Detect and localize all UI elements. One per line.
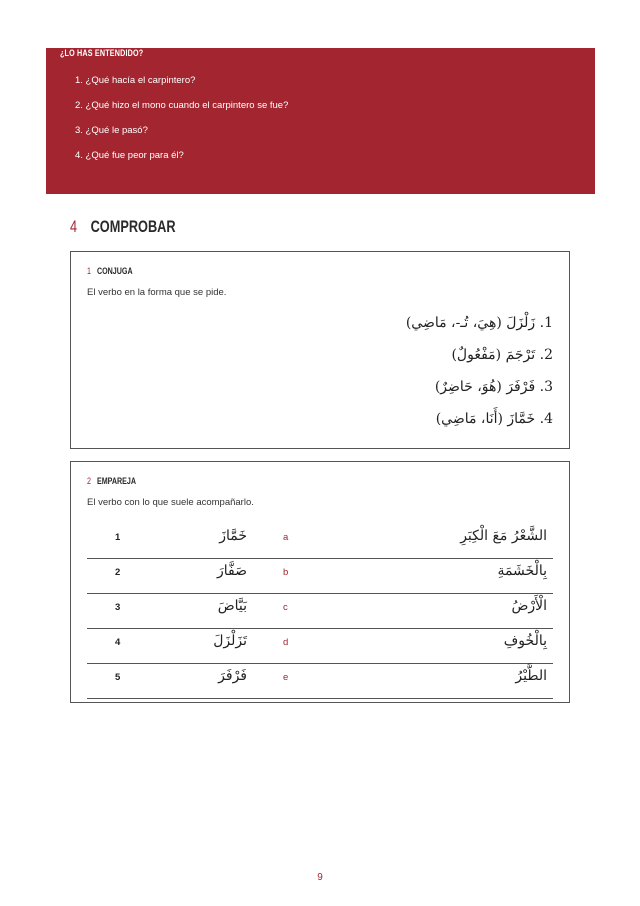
review-question-2: 2. ¿Qué hizo el mono cuando el carpintero se fue? (75, 100, 289, 111)
match-row-complement: الْأَرْضُ (511, 598, 547, 614)
conjuga-item-2: 2. تَرْجَمَ (مَفْعُولٌ) (451, 347, 553, 363)
empareja-heading (87, 476, 136, 487)
conjuga-title: CONJUGA (96, 266, 133, 277)
match-row-number: 1 (115, 532, 121, 543)
review-question-1: 1. ¿Qué hacía el carpintero? (75, 75, 196, 86)
empareja-number: 2 (87, 476, 91, 487)
review-question-3: 3. ¿Qué le pasó? (75, 125, 148, 136)
match-row-letter: c (283, 602, 288, 613)
match-row (87, 664, 553, 699)
conjuga-item-3: 3. فَرْفَرَ (هُوَ، حَاضِرٌ) (434, 379, 553, 395)
conjuga-exercise (70, 251, 570, 449)
page-number: 9 (317, 872, 323, 883)
match-row-complement: بِالْخُوفِ (503, 633, 547, 649)
match-row-letter: a (283, 532, 289, 543)
match-row-letter: e (283, 672, 289, 683)
match-row (87, 524, 553, 559)
match-row-number: 2 (115, 567, 121, 578)
match-row-verb: تَزَلْزَلَ (213, 633, 247, 649)
section-heading (70, 217, 176, 237)
match-table (87, 524, 553, 699)
match-row-verb: صَفَّارَ (217, 563, 247, 579)
section-number: 4 (70, 217, 78, 236)
review-panel (46, 48, 595, 194)
conjuga-number: 1 (87, 266, 91, 277)
match-row (87, 629, 553, 664)
conjuga-item-1: 1. زَلْزَلَ (هِيَ، تُـ-، مَاضِي) (405, 315, 553, 331)
match-row-complement: الشَّعْرُ مَعَ الْكِبَرِ (460, 528, 547, 544)
review-heading: ¿LO HAS ENTENDIDO? (60, 48, 144, 58)
match-row-letter: b (283, 567, 289, 578)
match-row (87, 559, 553, 594)
match-row-number: 5 (115, 672, 121, 683)
match-row-letter: d (283, 637, 289, 648)
empareja-title: EMPAREJA (96, 476, 137, 487)
match-row (87, 594, 553, 629)
empareja-exercise (70, 461, 570, 703)
match-row-verb: بَيَّاضَ (217, 598, 247, 614)
match-row-verb: خَمَّازَ (219, 528, 247, 544)
conjuga-instruction: El verbo en la forma que se pide. (87, 287, 227, 298)
conjuga-heading (87, 266, 133, 277)
section-title: COMPROBAR (90, 217, 176, 236)
empareja-instruction: El verbo con lo que suele acompañarlo. (87, 497, 254, 508)
match-row-verb: فَرْفَرَ (218, 668, 247, 684)
conjuga-item-4: 4. خَمَّازَ (أَنَا، مَاضِي) (435, 411, 553, 427)
review-question-4: 4. ¿Qué fue peor para él? (75, 150, 184, 161)
match-row-number: 3 (115, 602, 121, 613)
match-row-number: 4 (115, 637, 121, 648)
match-row-complement: بِالْخَشَمَةِ (497, 563, 547, 579)
match-row-complement: الطَّيْرُ (515, 668, 547, 684)
